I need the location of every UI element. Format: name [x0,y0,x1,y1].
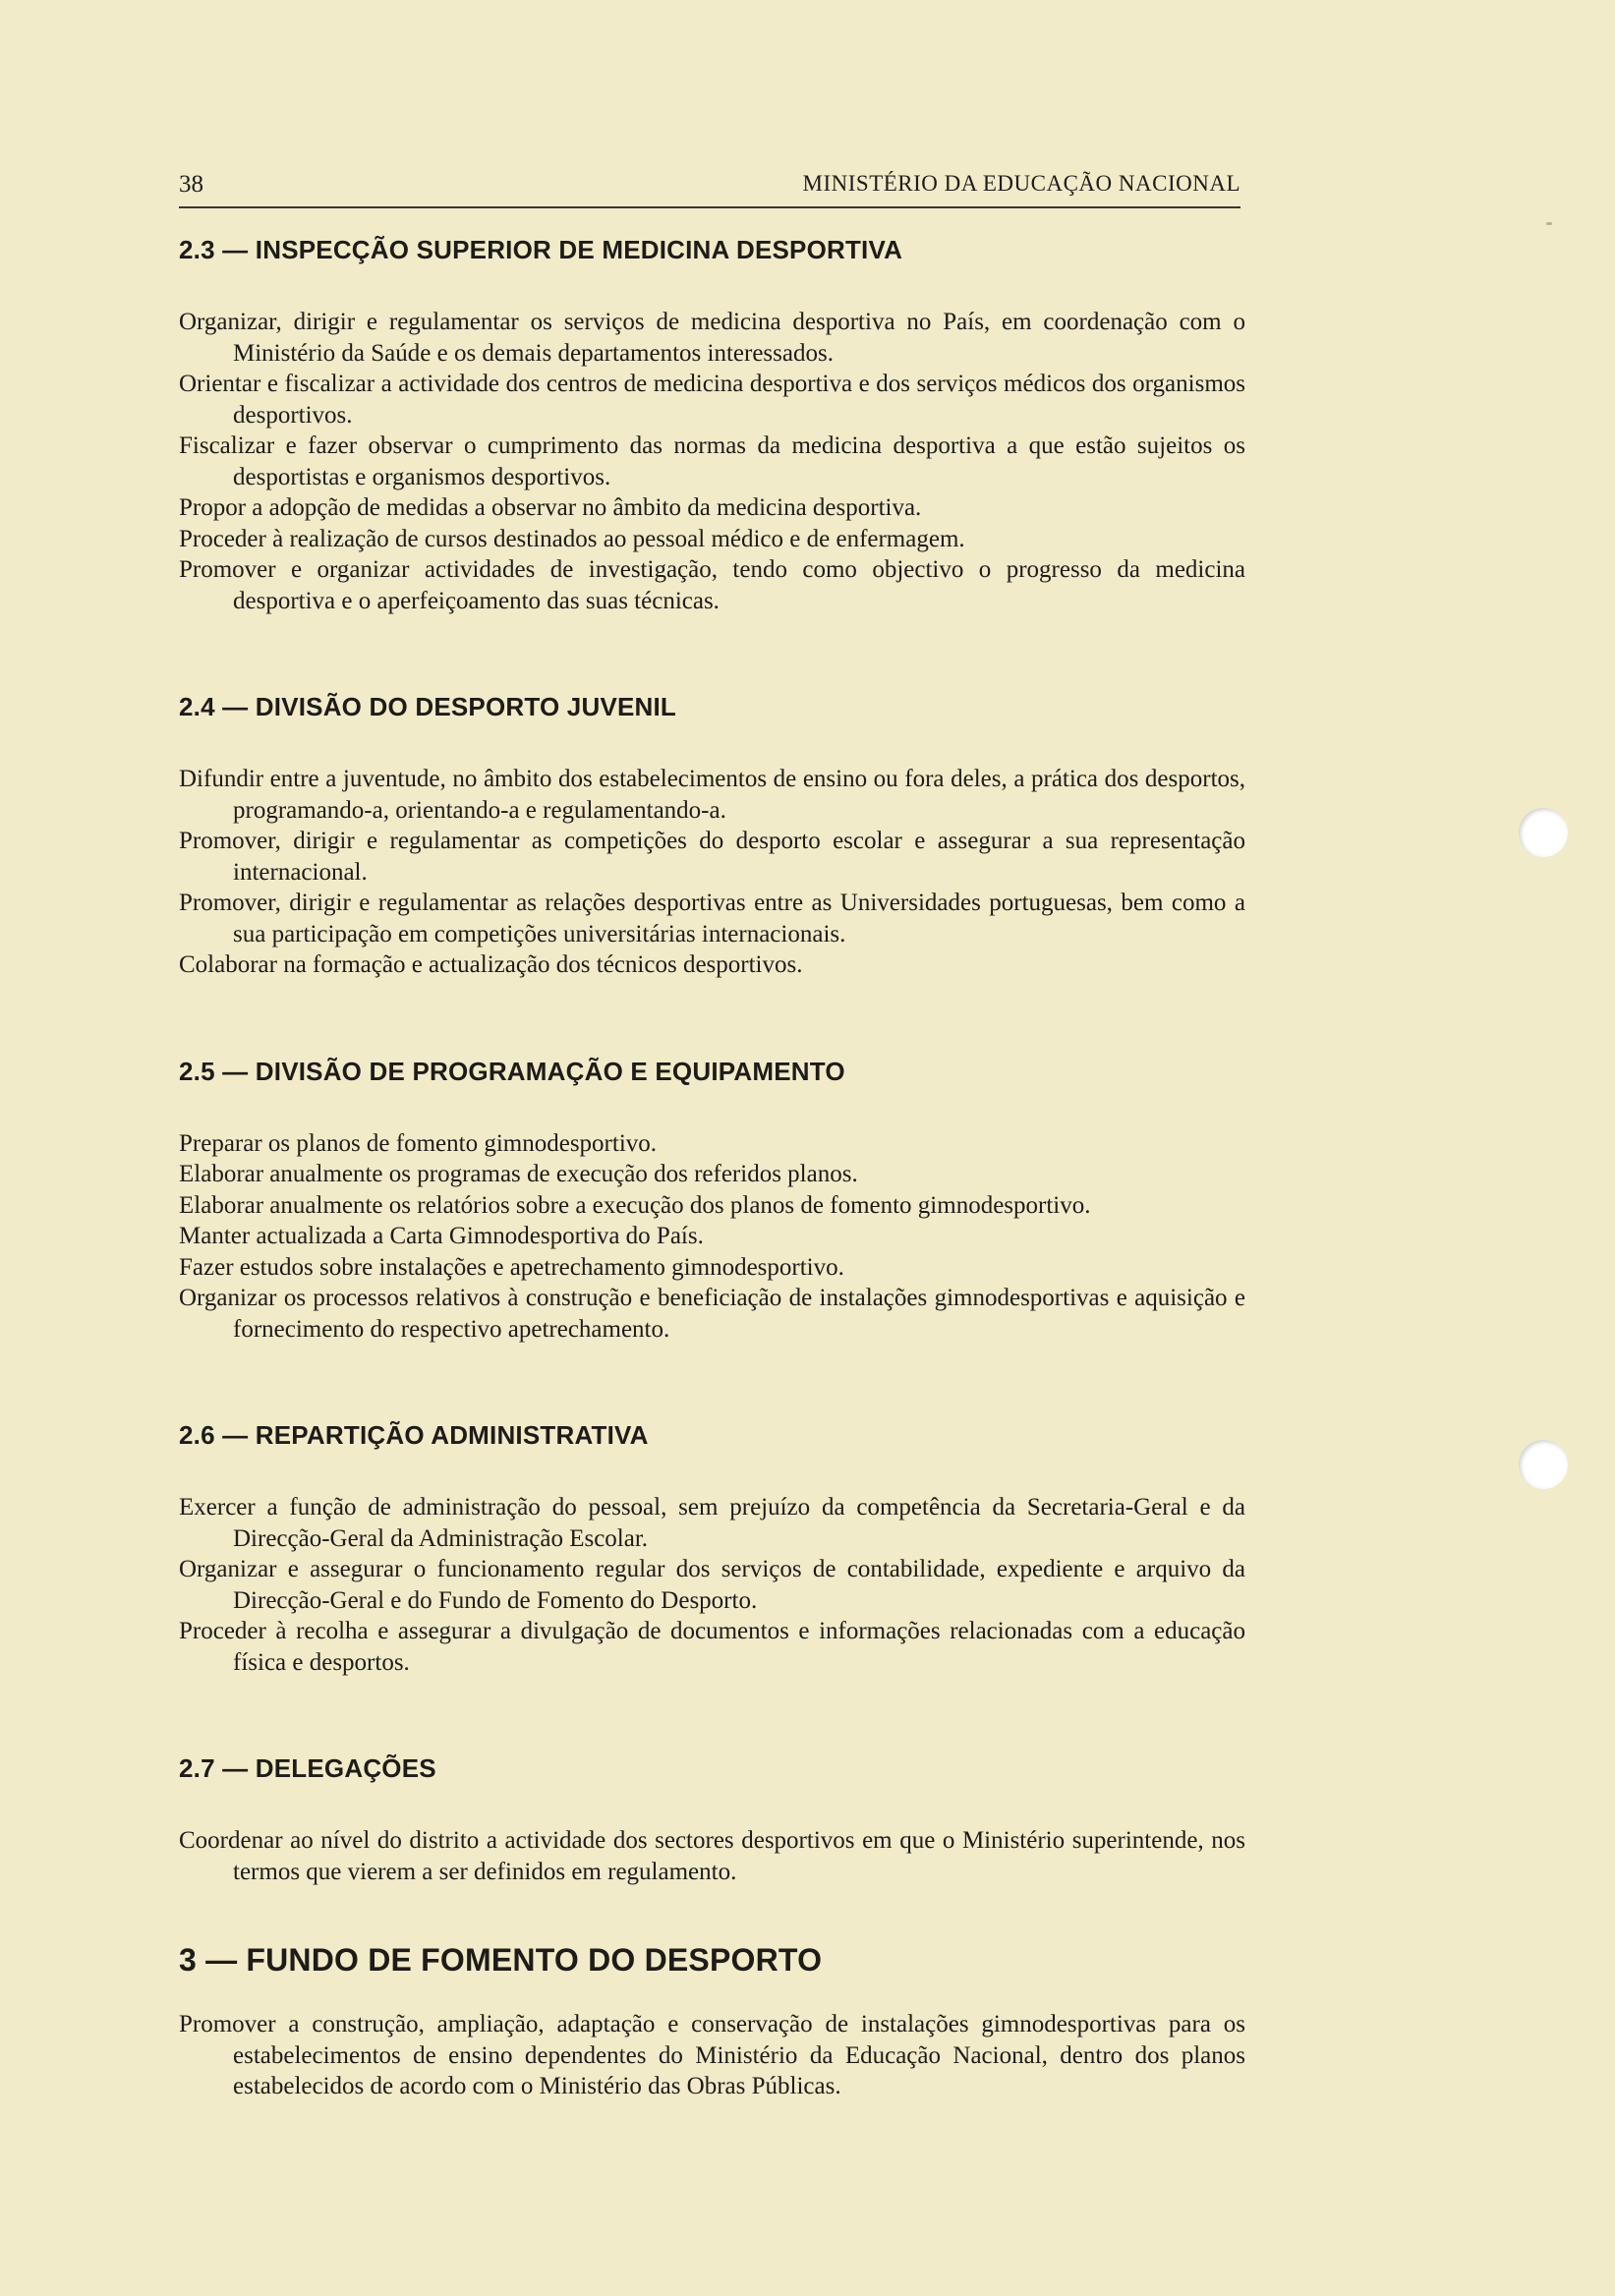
section-2-4 [179,685,1245,981]
list-item: Orientar e fiscalizar a actividade dos centros de medicina desportiva e dos serviços médicos dos organismos desportivos. [179,371,1245,429]
section-2-7 [179,1747,1245,1887]
section-heading: 2.7 — DELEGAÇÕES [179,1753,436,1783]
section-3 [179,1938,1245,2102]
section-heading: 2.5 — DIVISÃO DE PROGRAMAÇÃO E EQUIPAMENTO [179,1056,845,1086]
binder-hole [1519,1440,1568,1489]
binder-hole [1519,808,1568,857]
list-item: Colaborar na formação e actualização dos técnicos desportivos. [179,951,803,978]
list-item: Promover e organizar actividades de investigação, tendo como objectivo o progresso da medicina desportiva e o aperfeiçoamento das suas técnicas. [179,556,1245,614]
section-heading: 2.4 — DIVISÃO DO DESPORTO JUVENIL [179,692,677,721]
page-number: 38 [179,171,203,198]
page-header [179,167,1240,208]
section-2-3 [179,228,1245,616]
list-item: Fiscalizar e fazer observar o cumprimento das normas da medicina desportiva a que estão sujeitos os desportistas e organismos desportivos. [179,432,1245,490]
section-2-6 [179,1413,1245,1678]
list-item: Elaborar anualmente os programas de execução dos referidos planos. [179,1161,858,1187]
list-item: Fazer estudos sobre instalações e apetrechamento gimnodesportivo. [179,1253,844,1281]
list-item: Organizar, dirigir e regulamentar os serviços de medicina desportiva no País, em coordenação com o Ministério da Saúde e os demais departamentos interessados. [179,309,1245,367]
list-item: Coordenar ao nível do distrito a actividade dos sectores desportivos em que o Ministério superintende, nos termos que vierem a ser definidos em regulamento. [179,1827,1245,1885]
paper-speck [1546,222,1552,225]
list-item: Manter actualizada a Carta Gimnodesportiva do País. [179,1223,704,1249]
section-2-5 [179,1050,1245,1346]
section-heading: 3 — FUNDO DE FOMENTO DO DESPORTO [179,1942,823,1978]
page-content [179,228,1245,2102]
list-item: Promover, dirigir e regulamentar as relações desportivas entre as Universidades portuguesas, bem como a sua participação em competições universitárias internacionais. [179,890,1245,947]
list-item: Organizar os processos relativos à construção e beneficiação de instalações gimnodesportivas e aquisição e fornecimento do respectivo apetrechamento. [179,1285,1245,1343]
list-item: Elaborar anualmente os relatórios sobre a execução dos planos de fomento gimnodesportivo. [179,1191,1091,1219]
section-heading: 2.6 — REPARTIÇÃO ADMINISTRATIVA [179,1420,649,1450]
list-item: Propor a adopção de medidas a observar no âmbito da medicina desportiva. [179,494,922,521]
list-item: Promover, dirigir e regulamentar as competições do desporto escolar e assegurar a sua representação internacional. [179,828,1245,886]
list-item: Proceder à realização de cursos destinados ao pessoal médico e de enfermagem. [179,525,965,552]
list-item: Difundir entre a juventude, no âmbito dos estabelecimentos de ensino ou fora deles, a prática dos desportos, programando-a, orientando-a e regulamentando-a. [179,766,1245,824]
list-item: Proceder à recolha e assegurar a divulgação de documentos e informações relacionadas com a educação física e desportos. [179,1618,1245,1676]
list-item: Preparar os planos de fomento gimnodesportivo. [179,1129,658,1157]
list-item: Organizar e assegurar o funcionamento regular dos serviços de contabilidade, expediente e arquivo da Direcção-Geral e do Fundo de Fomento do Desporto. [179,1556,1245,1614]
section-heading: 2.3 — INSPECÇÃO SUPERIOR DE MEDICINA DESPORTIVA [179,235,903,264]
list-item: Exercer a função de administração do pessoal, sem prejuízo da competência da Secretaria-Geral e da Direcção-Geral da Administração Escolar. [179,1494,1245,1552]
list-item: Promover a construção, ampliação, adaptação e conservação de instalações gimnodesportivas para os estabelecimentos de ensino dependentes do Ministério da Educação Nacional, dentro dos planos estabelecidos de acordo com o Ministério das Obras Públicas. [179,2011,1245,2099]
running-title: MINISTÉRIO DA EDUCAÇÃO NACIONAL [802,171,1240,196]
